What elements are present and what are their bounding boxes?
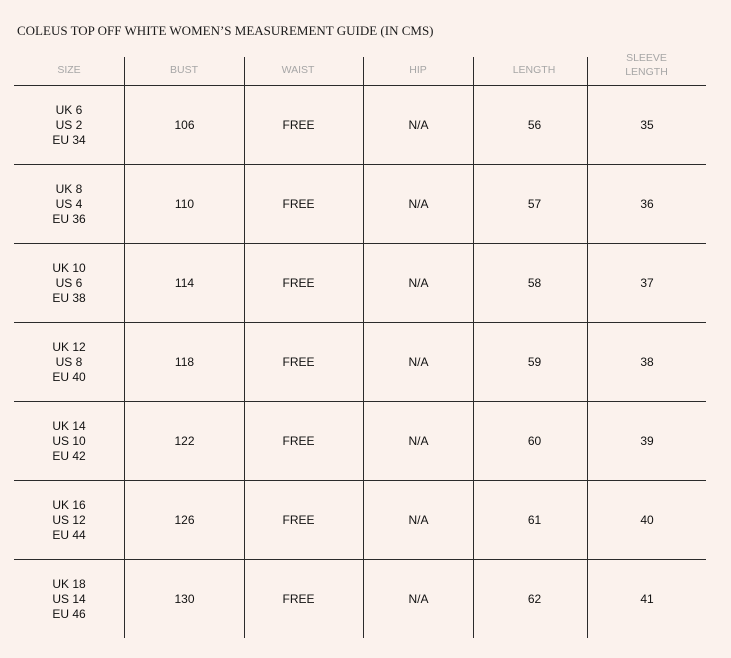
bust-cell: 126 [124, 481, 244, 559]
size-stack [52, 419, 85, 464]
sleeve-length-cell: 41 [587, 560, 706, 638]
waist-cell: FREE [244, 402, 363, 480]
size-cell [14, 481, 124, 559]
waist-cell: FREE [244, 165, 363, 243]
sleeve-length-cell: 36 [587, 165, 706, 243]
waist-cell: FREE [244, 481, 363, 559]
column-header-waist: WAIST [244, 50, 363, 85]
hip-cell: N/A [363, 402, 473, 480]
measurement-table [14, 50, 706, 638]
size-us: US 14 [52, 591, 86, 606]
column-header-bust: BUST [124, 50, 244, 85]
size-cell [14, 165, 124, 243]
waist-cell: FREE [244, 323, 363, 401]
size-cell [14, 244, 124, 322]
bust-cell: 114 [124, 244, 244, 322]
size-eu: EU 38 [52, 290, 86, 305]
size-us: US 6 [55, 275, 83, 290]
hip-cell: N/A [363, 244, 473, 322]
size-uk: UK 6 [55, 102, 83, 117]
hip-cell: N/A [363, 560, 473, 638]
length-cell: 57 [473, 165, 587, 243]
sleeve-length-cell: 40 [587, 481, 706, 559]
size-eu: EU 46 [52, 606, 86, 621]
size-stack [52, 340, 85, 385]
bust-cell: 106 [124, 86, 244, 164]
table-row [14, 322, 706, 401]
waist-cell: FREE [244, 86, 363, 164]
column-header-sleeve-length [587, 50, 706, 85]
table-row [14, 243, 706, 322]
length-cell: 58 [473, 244, 587, 322]
length-cell: 62 [473, 560, 587, 638]
table-row [14, 401, 706, 480]
size-cell [14, 560, 124, 638]
table-row [14, 480, 706, 559]
size-eu: EU 34 [52, 132, 86, 147]
table-row [14, 559, 706, 638]
size-uk: UK 12 [52, 339, 86, 354]
table-row [14, 164, 706, 243]
size-uk: UK 14 [52, 418, 86, 433]
bust-cell: 130 [124, 560, 244, 638]
bust-cell: 118 [124, 323, 244, 401]
size-stack [52, 577, 85, 622]
length-cell: 56 [473, 86, 587, 164]
waist-cell: FREE [244, 560, 363, 638]
column-header-length: LENGTH [473, 50, 587, 85]
size-stack [52, 182, 85, 227]
column-header-sleeve-length-label: SLEEVE LENGTH [625, 52, 668, 78]
hip-cell: N/A [363, 165, 473, 243]
size-uk: UK 10 [52, 260, 86, 275]
hip-cell: N/A [363, 86, 473, 164]
length-cell: 61 [473, 481, 587, 559]
size-us: US 12 [52, 512, 86, 527]
waist-cell: FREE [244, 244, 363, 322]
length-cell: 60 [473, 402, 587, 480]
size-cell [14, 402, 124, 480]
size-stack [52, 498, 85, 543]
sleeve-length-cell: 37 [587, 244, 706, 322]
table-row [14, 85, 706, 164]
page-title: COLEUS TOP OFF WHITE WOMEN’S MEASUREMENT GUIDE (IN CMS) [17, 23, 434, 38]
length-cell: 59 [473, 323, 587, 401]
sleeve-length-cell: 38 [587, 323, 706, 401]
size-eu: EU 40 [52, 369, 86, 384]
size-us: US 4 [55, 196, 83, 211]
size-uk: UK 8 [55, 181, 83, 196]
size-us: US 8 [55, 354, 83, 369]
bust-cell: 122 [124, 402, 244, 480]
size-us: US 2 [55, 117, 83, 132]
size-eu: EU 36 [52, 211, 86, 226]
column-header-hip: HIP [363, 50, 473, 85]
size-cell [14, 323, 124, 401]
column-header-size: SIZE [57, 64, 81, 76]
size-stack [52, 103, 85, 148]
header-row [14, 50, 706, 85]
size-uk: UK 18 [52, 576, 86, 591]
bust-cell: 110 [124, 165, 244, 243]
size-eu: EU 44 [52, 527, 86, 542]
hip-cell: N/A [363, 323, 473, 401]
size-uk: UK 16 [52, 497, 86, 512]
sleeve-length-cell: 39 [587, 402, 706, 480]
hip-cell: N/A [363, 481, 473, 559]
size-us: US 10 [52, 433, 86, 448]
size-stack [52, 261, 85, 306]
size-eu: EU 42 [52, 448, 86, 463]
size-cell [14, 86, 124, 164]
sleeve-length-cell: 35 [587, 86, 706, 164]
